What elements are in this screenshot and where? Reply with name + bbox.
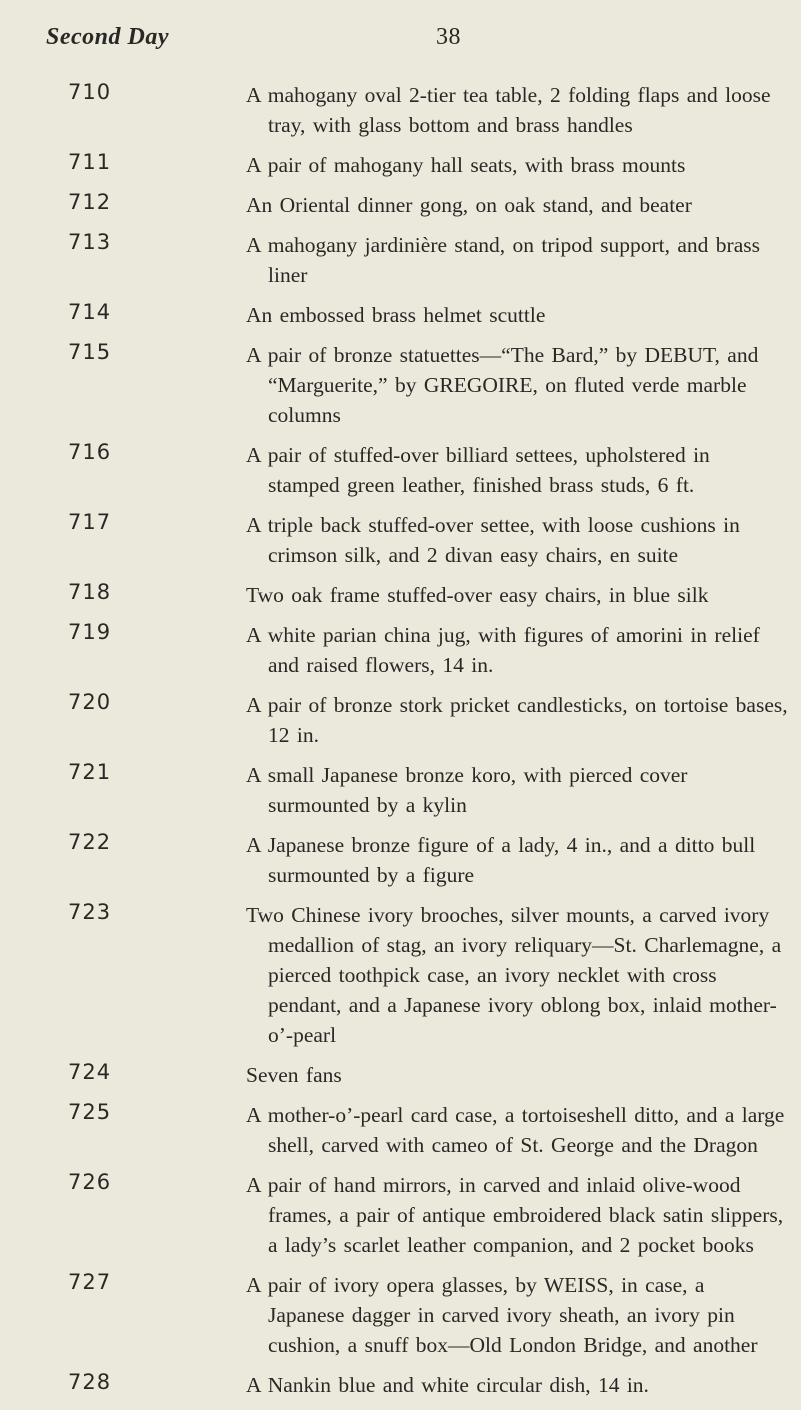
lot-number: 721 bbox=[68, 760, 112, 784]
lot-list bbox=[0, 80, 801, 1410]
lot-entry bbox=[0, 1060, 801, 1090]
section-title: Second Day bbox=[46, 24, 169, 50]
lot-description: Two Chinese ivory brooches, silver mounts, a carved ivory medallion of stag, an ivory reliquary—St. Charlemagne, a pierced toothpick case, an ivory necklet with cross pendant, and a Japanese ivory oblong box, inlaid mother-o’-pearl bbox=[246, 903, 782, 1047]
lot-description: Two oak frame stuffed-over easy chairs, in blue silk bbox=[246, 583, 709, 607]
lot-entry bbox=[0, 230, 801, 290]
lot-description: An Oriental dinner gong, on oak stand, and beater bbox=[246, 193, 692, 217]
lot-entry bbox=[0, 510, 801, 570]
lot-description: A small Japanese bronze koro, with pierced cover surmounted by a kylin bbox=[246, 763, 688, 817]
lot-entry bbox=[0, 440, 801, 500]
lot-description: A pair of ivory opera glasses, by WEISS, in case, a Japanese dagger in carved ivory sheath, an ivory pin cushion, a snuff box—Old London Bridge, and another bbox=[246, 1273, 758, 1357]
lot-description: A Japanese bronze figure of a lady, 4 in., and a ditto bull surmounted by a figure bbox=[246, 833, 756, 887]
lot-number: 723 bbox=[68, 900, 112, 924]
lot-number: 726 bbox=[68, 1170, 112, 1194]
lot-description: A pair of stuffed-over billiard settees, upholstered in stamped green leather, finished brass studs, 6 ft. bbox=[246, 443, 710, 497]
lot-number: 725 bbox=[68, 1100, 112, 1124]
lot-number: 719 bbox=[68, 620, 112, 644]
lot-number: 712 bbox=[68, 190, 112, 214]
lot-entry bbox=[0, 760, 801, 820]
lot-entry bbox=[0, 150, 801, 180]
lot-number: 714 bbox=[68, 300, 112, 324]
lot-description: A pair of hand mirrors, in carved and inlaid olive-wood frames, a pair of antique embroidered black satin slippers, a lady’s scarlet leather companion, and 2 pocket books bbox=[246, 1173, 784, 1257]
page-number: 38 bbox=[436, 24, 461, 50]
lot-number: 724 bbox=[68, 1060, 112, 1084]
lot-description: An embossed brass helmet scuttle bbox=[246, 303, 546, 327]
lot-number: 727 bbox=[68, 1270, 112, 1294]
lot-entry bbox=[0, 580, 801, 610]
lot-entry bbox=[0, 300, 801, 330]
lot-entry bbox=[0, 1270, 801, 1360]
lot-description: A pair of bronze statuettes—“The Bard,” by DEBUT, and “Marguerite,” by GREGOIRE, on fluted verde marble columns bbox=[246, 343, 759, 427]
page-header bbox=[46, 24, 761, 60]
lot-number: 713 bbox=[68, 230, 112, 254]
lot-entry bbox=[0, 620, 801, 680]
lot-description: Seven fans bbox=[246, 1063, 342, 1087]
lot-number: 711 bbox=[68, 150, 112, 174]
lot-entry bbox=[0, 1100, 801, 1160]
lot-number: 722 bbox=[68, 830, 112, 854]
lot-entry bbox=[0, 900, 801, 1050]
lot-description: A triple back stuffed-over settee, with loose cushions in crimson silk, and 2 divan easy chairs, en suite bbox=[246, 513, 740, 567]
lot-description: A white parian china jug, with figures of amorini in relief and raised flowers, 14 in. bbox=[246, 623, 760, 677]
lot-entry bbox=[0, 1370, 801, 1400]
lot-entry bbox=[0, 80, 801, 140]
lot-description: A mother-o’-pearl card case, a tortoiseshell ditto, and a large shell, carved with cameo of St. George and the Dragon bbox=[246, 1103, 785, 1157]
lot-number: 718 bbox=[68, 580, 112, 604]
lot-number: 716 bbox=[68, 440, 112, 464]
lot-number: 728 bbox=[68, 1370, 112, 1394]
lot-description: A pair of mahogany hall seats, with brass mounts bbox=[246, 153, 686, 177]
lot-number: 715 bbox=[68, 340, 112, 364]
lot-number: 710 bbox=[68, 80, 112, 104]
lot-description: A mahogany oval 2-tier tea table, 2 folding flaps and loose tray, with glass bottom and brass handles bbox=[246, 83, 771, 137]
lot-entry bbox=[0, 830, 801, 890]
lot-description: A pair of bronze stork pricket candlesticks, on tortoise bases, 12 in. bbox=[246, 693, 788, 747]
lot-number: 720 bbox=[68, 690, 112, 714]
lot-entry bbox=[0, 340, 801, 430]
lot-entry bbox=[0, 1170, 801, 1260]
lot-entry bbox=[0, 190, 801, 220]
lot-entry bbox=[0, 690, 801, 750]
lot-description: A Nankin blue and white circular dish, 14 in. bbox=[246, 1373, 649, 1397]
lot-number: 717 bbox=[68, 510, 112, 534]
lot-description: A mahogany jardinière stand, on tripod support, and brass liner bbox=[246, 233, 760, 287]
